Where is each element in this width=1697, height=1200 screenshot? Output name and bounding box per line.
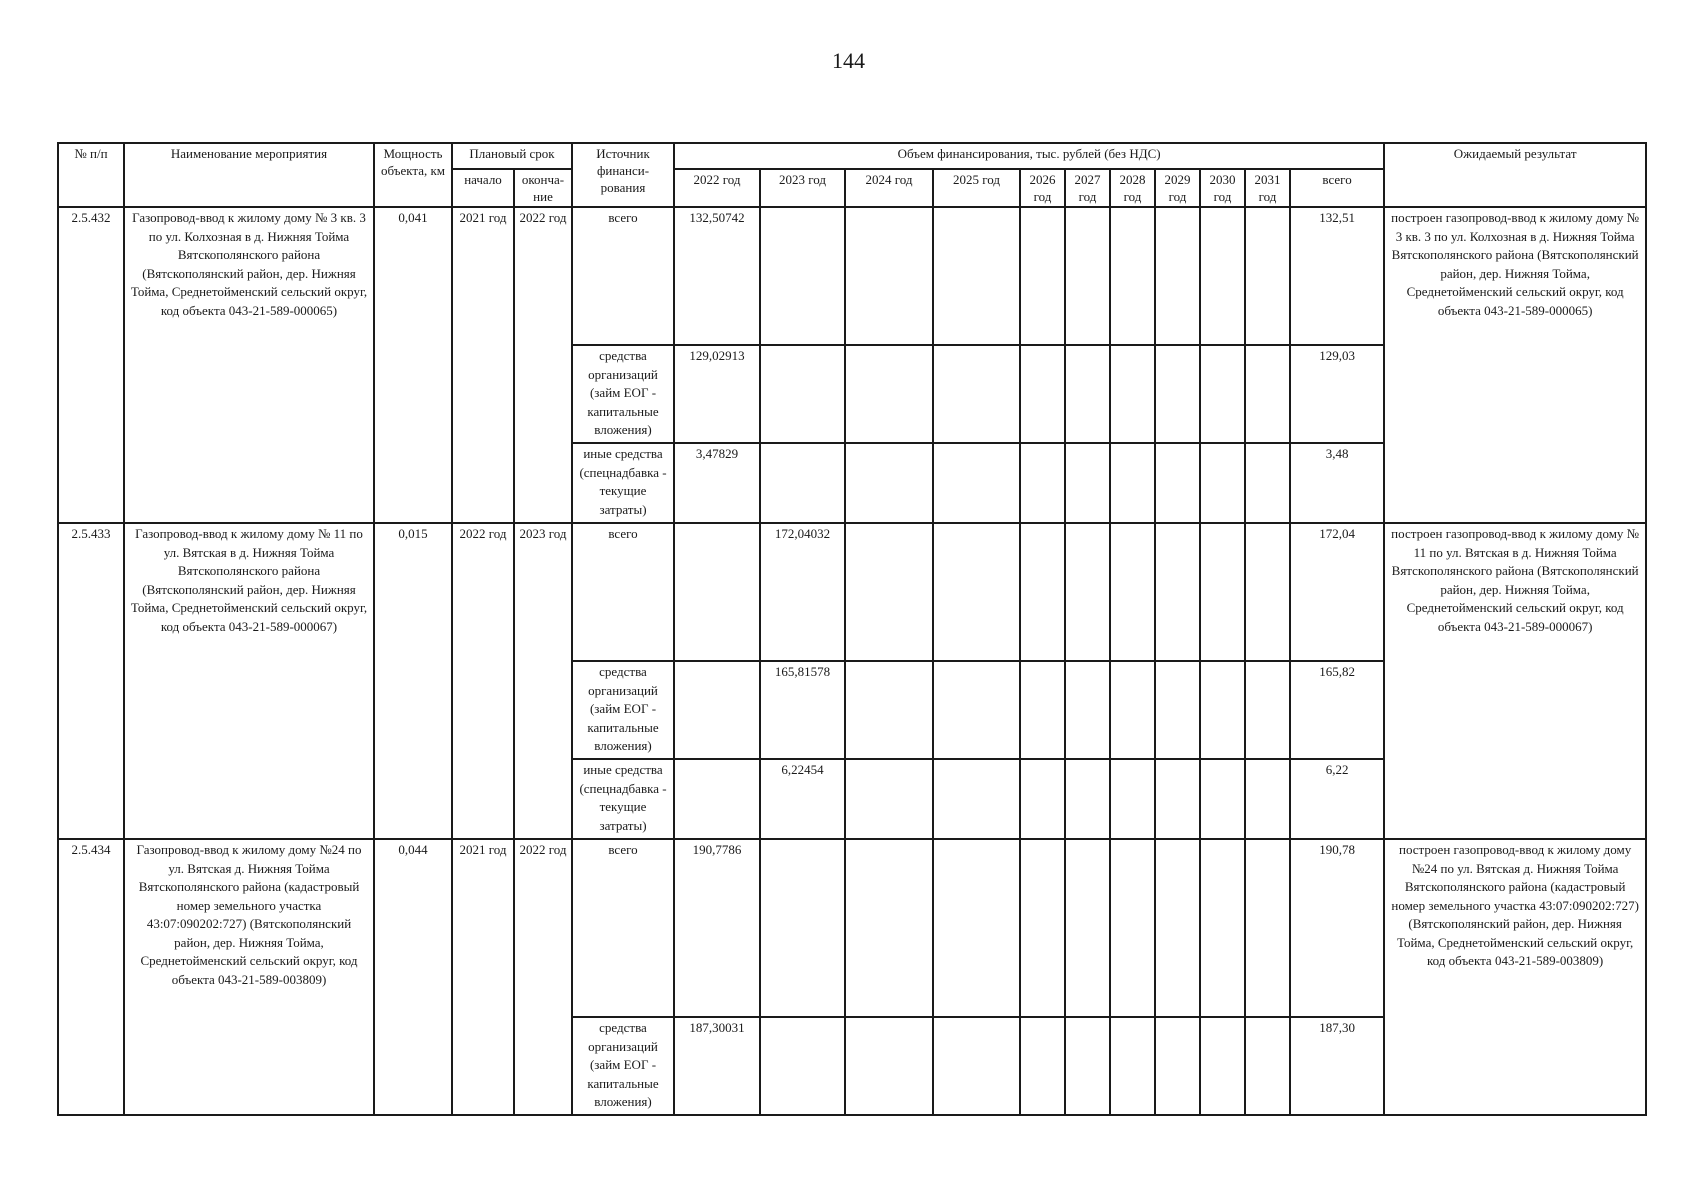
header-source: Источник финанси-рования bbox=[572, 143, 674, 207]
header-volume: Объем финансирования, тыс. рублей (без НДС) bbox=[674, 143, 1384, 169]
row-total: 165,82 bbox=[1290, 661, 1384, 759]
header-year-2026: 2026 год bbox=[1020, 169, 1065, 207]
row-num: 2.5.433 bbox=[58, 523, 124, 839]
row-value-2022 bbox=[674, 661, 760, 759]
row-start: 2021 год bbox=[452, 839, 514, 1115]
row-value-2022: 132,50742 bbox=[674, 207, 760, 345]
row-value-2023: 165,81578 bbox=[760, 661, 845, 759]
row-start: 2022 год bbox=[452, 523, 514, 839]
header-num: № п/п bbox=[58, 143, 124, 207]
row-name: Газопровод-ввод к жилому дому № 3 кв. 3 по ул. Колхозная в д. Нижняя Тойма Вятскополянского района (Вятскополянский район, дер. Нижняя Тойма, Среднетойменский сельский округ, код объекта 043-21-589-000065) bbox=[124, 207, 374, 523]
row-value-2023 bbox=[760, 345, 845, 443]
row-capacity: 0,015 bbox=[374, 523, 452, 839]
header-term: Плановый срок bbox=[452, 143, 572, 169]
table-row bbox=[58, 523, 1646, 661]
row-source: средства организаций (займ ЕОГ - капитальные вложения) bbox=[572, 345, 674, 443]
row-end: 2023 год bbox=[514, 523, 572, 839]
row-value-2023 bbox=[760, 839, 845, 1017]
row-name: Газопровод-ввод к жилому дому №24 по ул. Вятская д. Нижняя Тойма Вятскополянского района (кадастровый номер земельного участка 43:07:090202:727) (Вятскополянский район, дер. Нижняя Тойма, Среднетойменский сельский округ, код объекта 043-21-589-003809) bbox=[124, 839, 374, 1115]
row-total: 129,03 bbox=[1290, 345, 1384, 443]
row-value-2022: 187,30031 bbox=[674, 1017, 760, 1115]
row-total: 190,78 bbox=[1290, 839, 1384, 1017]
header-year-2022: 2022 год bbox=[674, 169, 760, 207]
table-row bbox=[58, 839, 1646, 1017]
row-value-2023 bbox=[760, 207, 845, 345]
row-value-2022: 3,47829 bbox=[674, 443, 760, 523]
row-capacity: 0,041 bbox=[374, 207, 452, 523]
row-total: 187,30 bbox=[1290, 1017, 1384, 1115]
row-value-2023 bbox=[760, 443, 845, 523]
header-year-2030: 2030 год bbox=[1200, 169, 1245, 207]
row-source: иные средства (спецнадбавка - текущие затраты) bbox=[572, 759, 674, 839]
row-source: всего bbox=[572, 207, 674, 345]
row-capacity: 0,044 bbox=[374, 839, 452, 1115]
row-name: Газопровод-ввод к жилому дому № 11 по ул. Вятская в д. Нижняя Тойма Вятскополянского района (Вятскополянский район, дер. Нижняя Тойма, Среднетойменский сельский округ, код объекта 043-21-589-000067) bbox=[124, 523, 374, 839]
header-result: Ожидаемый результат bbox=[1384, 143, 1646, 207]
header-total: всего bbox=[1290, 169, 1384, 207]
row-end: 2022 год bbox=[514, 207, 572, 523]
table-row bbox=[58, 207, 1646, 345]
header-name: Наименование мероприятия bbox=[124, 143, 374, 207]
row-result: построен газопровод-ввод к жилому дому №24 по ул. Вятская д. Нижняя Тойма Вятскополянского района (кадастровый номер земельного участка 43:07:090202:727) (Вятскополянский район, дер. Нижняя Тойма, Среднетойменский сельский округ, код объекта 043-21-589-003809) bbox=[1384, 839, 1646, 1115]
header-year-2031: 2031 год bbox=[1245, 169, 1290, 207]
row-value-2022 bbox=[674, 523, 760, 661]
page-number: 144 bbox=[832, 48, 865, 73]
header-year-2024: 2024 год bbox=[845, 169, 933, 207]
header-year-2029: 2029 год bbox=[1155, 169, 1200, 207]
row-num: 2.5.434 bbox=[58, 839, 124, 1115]
header-term-end: оконча-ние bbox=[514, 169, 572, 207]
row-value-2023: 172,04032 bbox=[760, 523, 845, 661]
header-term-start: начало bbox=[452, 169, 514, 207]
header-capacity: Мощность объекта, км bbox=[374, 143, 452, 207]
row-total: 6,22 bbox=[1290, 759, 1384, 839]
row-num: 2.5.432 bbox=[58, 207, 124, 523]
row-result: построен газопровод-ввод к жилому дому № 3 кв. 3 по ул. Колхозная в д. Нижняя Тойма Вятскополянского района (Вятскополянский район, дер. Нижняя Тойма, Среднетойменский сельский округ, код объекта 043-21-589-000065) bbox=[1384, 207, 1646, 523]
row-value-2023: 6,22454 bbox=[760, 759, 845, 839]
row-value-2022: 129,02913 bbox=[674, 345, 760, 443]
row-result: построен газопровод-ввод к жилому дому № 11 по ул. Вятская в д. Нижняя Тойма Вятскополянского района (Вятскополянский район, дер. Нижняя Тойма, Среднетойменский сельский округ, код объекта 043-21-589-000067) bbox=[1384, 523, 1646, 839]
header-year-2028: 2028 год bbox=[1110, 169, 1155, 207]
row-start: 2021 год bbox=[452, 207, 514, 523]
row-source: средства организаций (займ ЕОГ - капитальные вложения) bbox=[572, 661, 674, 759]
header-year-2025: 2025 год bbox=[933, 169, 1020, 207]
row-value-2022: 190,7786 bbox=[674, 839, 760, 1017]
row-source: всего bbox=[572, 839, 674, 1017]
row-value-2022 bbox=[674, 759, 760, 839]
row-total: 172,04 bbox=[1290, 523, 1384, 661]
row-value-2023 bbox=[760, 1017, 845, 1115]
financing-table bbox=[57, 142, 1647, 1116]
row-total: 3,48 bbox=[1290, 443, 1384, 523]
row-source: иные средства (спецнадбавка - текущие затраты) bbox=[572, 443, 674, 523]
row-source: всего bbox=[572, 523, 674, 661]
row-source: средства организаций (займ ЕОГ - капитальные вложения) bbox=[572, 1017, 674, 1115]
header-year-2023: 2023 год bbox=[760, 169, 845, 207]
header-year-2027: 2027 год bbox=[1065, 169, 1110, 207]
row-total: 132,51 bbox=[1290, 207, 1384, 345]
row-end: 2022 год bbox=[514, 839, 572, 1115]
